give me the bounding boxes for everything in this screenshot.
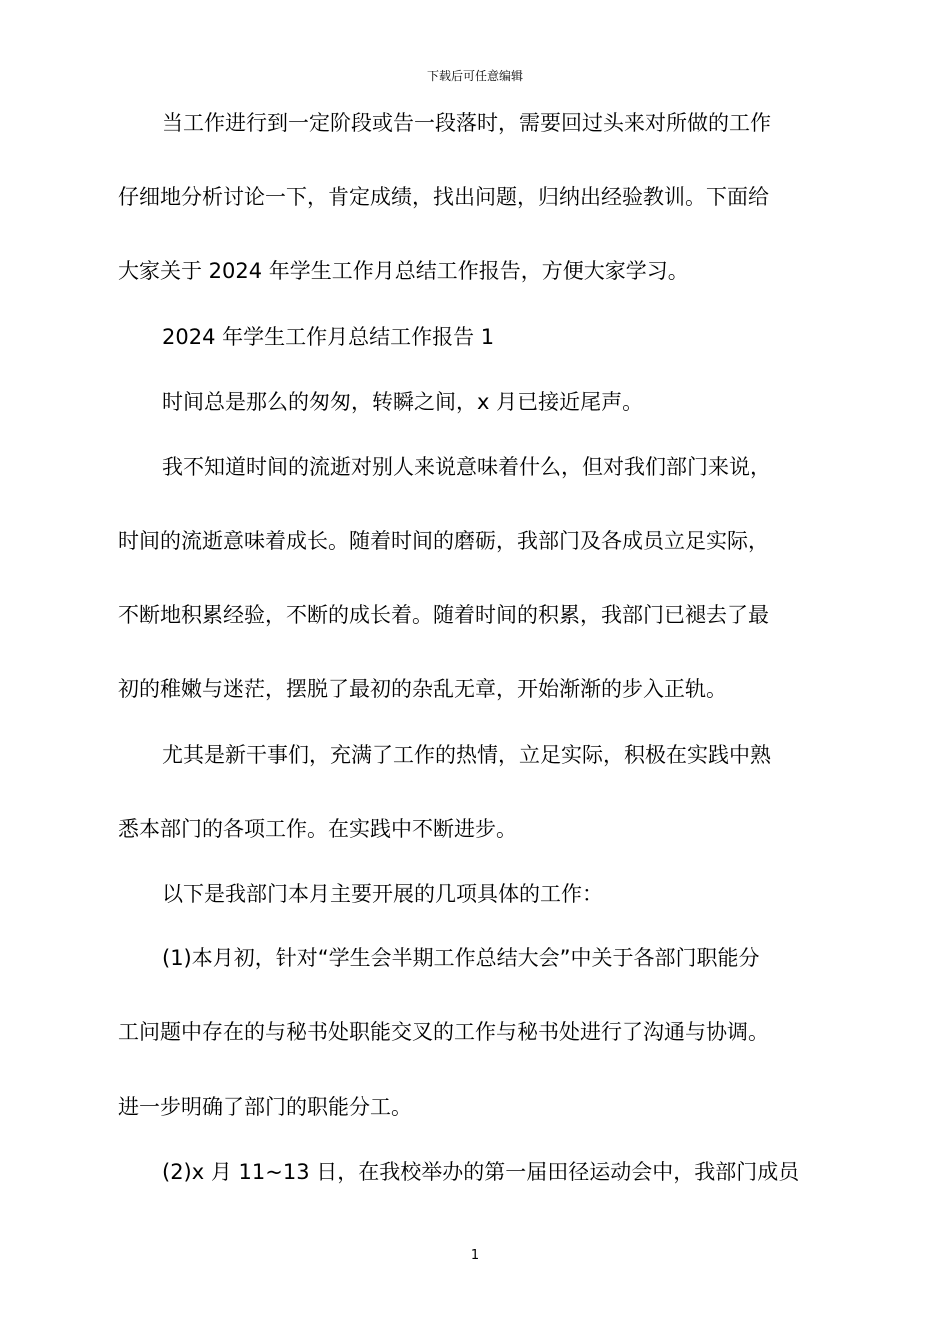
paragraph-line: 当工作进行到一定阶段或告一段落时，需要回过头来对所做的工作: [162, 111, 771, 135]
paragraph-line: 初的稚嫩与迷茫，摆脱了最初的杂乱无章，开始渐渐的步入正轨。: [118, 677, 727, 701]
paragraph-line: (1)本月初，针对“学生会半期工作总结大会”中关于各部门职能分: [162, 946, 760, 970]
paragraph-line: 以下是我部门本月主要开展的几项具体的工作：: [162, 882, 603, 906]
paragraph-line: 大家关于 2024 年学生工作月总结工作报告，方便大家学习。: [118, 259, 689, 283]
paragraph-line: 进一步明确了部门的职能分工。: [118, 1095, 412, 1119]
page-header: 下载后可任意编辑: [426, 69, 523, 83]
paragraph-line: 悉本部门的各项工作。在实践中不断进步。: [118, 817, 517, 841]
paragraph-line: 我不知道时间的流逝对别人来说意味着什么，但对我们部门来说，: [162, 455, 771, 479]
paragraph-line: 工问题中存在的与秘书处职能交叉的工作与秘书处进行了沟通与协调。: [118, 1020, 769, 1044]
paragraph-line: 时间的流逝意味着成长。随着时间的磨砺，我部门及各成员立足实际，: [118, 529, 769, 553]
paragraph-line: 时间总是那么的匆匆，转瞬之间，x 月已接近尾声。: [162, 390, 644, 414]
paragraph-line: 尤其是新干事们，充满了工作的热情，立足实际，积极在实践中熟: [162, 743, 771, 767]
paragraph-line: 不断地积累经验，不断的成长着。随着时间的积累，我部门已褪去了最: [118, 603, 769, 627]
page-number: 1: [470, 1248, 480, 1263]
paragraph-line: 仔细地分析讨论一下，肯定成绩，找出问题，归纳出经验教训。下面给: [118, 185, 769, 209]
section-heading: 2024 年学生工作月总结工作报告 1: [162, 325, 495, 349]
paragraph-line: (2)x 月 11~13 日，在我校举办的第一届田径运动会中，我部门成员: [162, 1160, 800, 1184]
